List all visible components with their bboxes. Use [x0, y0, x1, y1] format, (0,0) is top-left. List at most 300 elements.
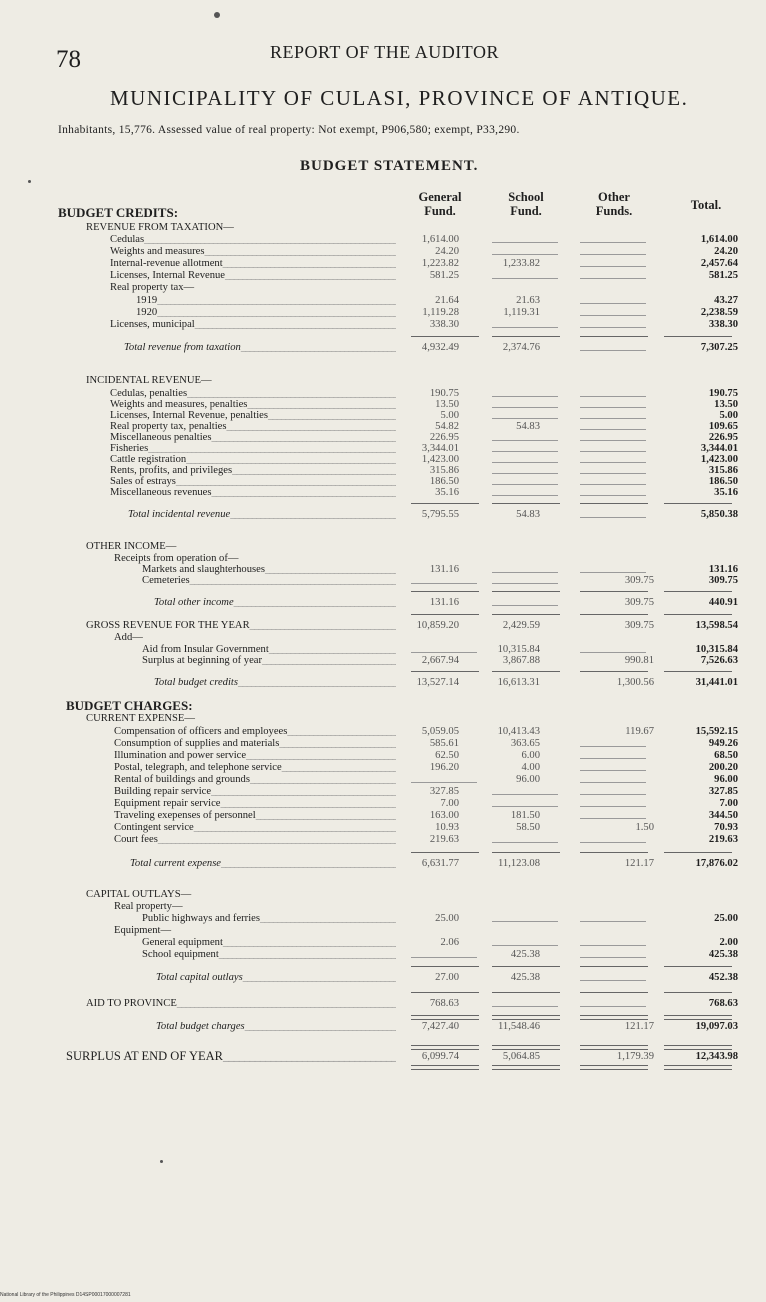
sum-rule — [411, 614, 479, 615]
sum-rule — [492, 1015, 560, 1020]
row-label-aid-from-insular-government: Aid from Insular Government _____ — [142, 644, 396, 655]
sum-rule — [664, 671, 732, 672]
general-fund-cell: 10,859.20 — [416, 620, 459, 631]
table-row — [0, 564, 766, 575]
general-fund-cell: 5.00 — [440, 410, 459, 421]
school-fund-cell: 4.00 — [521, 762, 540, 773]
table-row — [0, 738, 766, 749]
total-cell: 7,307.25 — [700, 342, 738, 353]
general-fund-cell: 5,795.55 — [421, 509, 459, 520]
blank-cell-line — [580, 572, 646, 573]
blank-cell-line — [580, 278, 646, 279]
row-label-building-repair-service: Building repair service _____ — [114, 786, 396, 797]
row-label-general-equipment: General equipment _____ — [142, 937, 396, 948]
row-label-licenses-municipal: Licenses, municipal _____ — [110, 319, 396, 330]
general-fund-cell: 190.75 — [429, 388, 459, 399]
row-label-public-highways-and-ferries: Public highways and ferries _____ — [142, 913, 396, 924]
ink-speck — [28, 180, 31, 183]
general-fund-cell: 4,932.49 — [421, 342, 459, 353]
general-fund-cell: 25.00 — [435, 913, 459, 924]
table-row — [0, 454, 766, 465]
column-header-general: General Fund. — [418, 190, 462, 218]
total-cell: 226.95 — [708, 432, 738, 443]
total-cell: 219.63 — [708, 834, 738, 845]
sum-rule — [580, 1065, 648, 1070]
row-label-licenses-internal-revenue: Licenses, Internal Revenue _____ — [110, 270, 396, 281]
row-label-total-current-expense: Total current expense _____ — [130, 858, 396, 869]
blank-cell-line — [492, 842, 558, 843]
table-row — [0, 913, 766, 924]
total-row — [0, 342, 766, 353]
school-fund-cell: 11,123.08 — [498, 858, 540, 869]
school-fund-cell: 21.63 — [516, 295, 540, 306]
total-cell: 200.20 — [708, 762, 738, 773]
row-label-weights-and-measures-penalties: Weights and measures, penalties _____ — [110, 399, 396, 410]
blank-cell-line — [580, 818, 646, 819]
row-label-other-income: OTHER INCOME— — [86, 541, 177, 552]
other-funds-cell: 1.50 — [635, 822, 654, 833]
sum-rule — [492, 614, 560, 615]
row-label-add: Add— — [114, 632, 143, 643]
page-number: 78 — [56, 46, 81, 73]
row-label-total-revenue-from-taxation: Total revenue from taxation _____ — [124, 342, 396, 353]
table-row — [0, 432, 766, 443]
table-row — [0, 889, 766, 900]
total-cell: 70.93 — [714, 822, 738, 833]
general-fund-cell: 1,223.82 — [421, 258, 459, 269]
row-label-receipts-from-operation-of: Receipts from operation of— — [114, 553, 239, 564]
table-row — [0, 553, 766, 564]
blank-cell-line — [580, 254, 646, 255]
sum-rule — [664, 1065, 732, 1070]
row-label-surplus-at-beginning-of-year: Surplus at beginning of year _____ — [142, 655, 396, 666]
sum-rule — [492, 503, 560, 504]
general-fund-cell: 327.85 — [429, 786, 459, 797]
table-row — [0, 295, 766, 306]
sum-rule — [411, 503, 479, 504]
table-row — [0, 222, 766, 233]
row-label-contingent-service: Contingent service _____ — [114, 822, 396, 833]
sum-rule — [411, 1015, 479, 1020]
blank-cell-line — [580, 242, 646, 243]
table-row — [0, 644, 766, 655]
sum-rule — [664, 966, 732, 967]
row-label-capital-outlays: CAPITAL OUTLAYS— — [86, 889, 192, 900]
table-row — [0, 282, 766, 293]
other-funds-cell: 1,300.56 — [616, 677, 654, 688]
blank-cell-line — [580, 407, 646, 408]
school-fund-cell: 181.50 — [510, 810, 540, 821]
general-fund-cell: 219.63 — [429, 834, 459, 845]
row-label-licenses-internal-revenue-penalties: Licenses, Internal Revenue, penalties _____ — [110, 410, 396, 421]
blank-cell-line — [492, 278, 558, 279]
table-row — [0, 726, 766, 737]
row-label-postal-telegraph-and-telephone-service: Postal, telegraph, and telephone service _____ — [114, 762, 396, 773]
blank-cell-line — [580, 806, 646, 807]
total-cell: 338.30 — [708, 319, 738, 330]
general-fund-cell: 315.86 — [429, 465, 459, 476]
total-cell: 452.38 — [708, 972, 738, 983]
sum-rule — [411, 852, 479, 853]
row-label-markets-and-slaughterhouses: Markets and slaughterhouses _____ — [142, 564, 396, 575]
row-label-consumption-of-supplies-and-materials: Consumption of supplies and materials _____ — [114, 738, 396, 749]
general-fund-cell: 186.50 — [429, 476, 459, 487]
blank-cell-line — [580, 473, 646, 474]
blank-cell-line — [492, 921, 558, 922]
row-label-total-budget-charges: Total budget charges _____ — [156, 1021, 396, 1032]
table-row — [0, 655, 766, 666]
blank-cell-line — [411, 583, 477, 584]
total-cell: 109.65 — [708, 421, 738, 432]
table-row — [0, 774, 766, 785]
ink-speck — [160, 1160, 163, 1163]
sum-rule — [411, 1045, 479, 1050]
table-row — [0, 762, 766, 773]
row-label-budget-credits: BUDGET CREDITS: — [58, 207, 179, 218]
blank-cell-line — [580, 396, 646, 397]
column-header-other: Other Funds. — [595, 190, 633, 218]
blank-cell-line — [492, 806, 558, 807]
blank-cell-line — [492, 605, 558, 606]
total-cell: 7.00 — [719, 798, 738, 809]
table-row — [0, 319, 766, 330]
blank-cell-line — [580, 484, 646, 485]
general-fund-cell: 6,631.77 — [421, 858, 459, 869]
row-label-real-property: Real property— — [114, 901, 183, 912]
school-fund-cell: 1,119.31 — [503, 307, 540, 318]
sum-rule — [411, 591, 479, 592]
table-row — [0, 465, 766, 476]
ink-speck — [214, 12, 220, 18]
general-fund-cell: 226.95 — [429, 432, 459, 443]
total-cell: 12,343.98 — [695, 1051, 738, 1062]
blank-cell-line — [580, 770, 646, 771]
blank-cell-line — [492, 418, 558, 419]
general-fund-cell: 54.82 — [435, 421, 459, 432]
blank-cell-line — [492, 583, 558, 584]
sum-rule — [411, 336, 479, 337]
table-row — [0, 388, 766, 399]
blank-cell-line — [580, 462, 646, 463]
other-funds-cell: 990.81 — [624, 655, 654, 666]
row-label-miscellaneous-penalties: Miscellaneous penalties _____ — [110, 432, 396, 443]
blank-cell-line — [492, 1006, 558, 1007]
total-cell: 315.86 — [708, 465, 738, 476]
blank-cell-line — [580, 782, 646, 783]
total-cell: 327.85 — [708, 786, 738, 797]
school-fund-cell: 3,867.88 — [502, 655, 540, 666]
blank-cell-line — [580, 429, 646, 430]
table-row — [0, 822, 766, 833]
row-label-illumination-and-power-service: Illumination and power service _____ — [114, 750, 396, 761]
row-label-surplus-at-end-of-year: SURPLUS AT END OF YEAR _____ — [66, 1051, 396, 1062]
row-label-1919: 1919 _____ — [136, 295, 396, 306]
general-fund-cell: 2,667.94 — [421, 655, 459, 666]
sum-rule — [492, 966, 560, 967]
table-row — [0, 421, 766, 432]
row-label-fisheries: Fisheries _____ — [110, 443, 396, 454]
sum-rule — [492, 852, 560, 853]
row-label-revenue-from-taxation: REVENUE FROM TAXATION— — [86, 222, 234, 233]
school-fund-cell: 54.83 — [516, 421, 540, 432]
row-label-real-property-tax-penalties: Real property tax, penalties _____ — [110, 421, 396, 432]
blank-cell-line — [580, 418, 646, 419]
row-label-total-other-income: Total other income _____ — [154, 597, 396, 608]
other-funds-cell: 119.67 — [625, 726, 654, 737]
blank-cell-line — [492, 945, 558, 946]
school-fund-cell: 10,413.43 — [497, 726, 540, 737]
blank-cell-line — [492, 473, 558, 474]
total-row — [0, 677, 766, 688]
general-fund-cell: 21.64 — [435, 295, 459, 306]
total-row — [0, 1051, 766, 1062]
total-cell: 17,876.02 — [695, 858, 738, 869]
blank-cell-line — [492, 572, 558, 573]
school-fund-cell: 2,429.59 — [502, 620, 540, 631]
total-cell: 13.50 — [714, 399, 738, 410]
other-funds-cell: 121.17 — [624, 1021, 654, 1032]
row-label-total-budget-credits: Total budget credits _____ — [154, 677, 396, 688]
table-row — [0, 901, 766, 912]
general-fund-cell: 3,344.01 — [421, 443, 459, 454]
blank-cell-line — [580, 980, 646, 981]
row-label-traveling-exepenses-of-personnel: Traveling exepenses of personnel _____ — [114, 810, 396, 821]
total-cell: 13,598.54 — [695, 620, 738, 631]
blank-cell-line — [580, 440, 646, 441]
total-cell: 35.16 — [714, 487, 738, 498]
total-cell: 2.00 — [719, 937, 738, 948]
sum-rule — [492, 671, 560, 672]
sum-rule — [580, 992, 648, 993]
blank-cell-line — [580, 327, 646, 328]
general-fund-cell: 338.30 — [429, 319, 459, 330]
document-title: MUNICIPALITY OF CULASI, PROVINCE OF ANTIQUE. — [110, 86, 689, 110]
blank-cell-line — [580, 758, 646, 759]
general-fund-cell: 2.06 — [440, 937, 459, 948]
general-fund-cell: 62.50 — [435, 750, 459, 761]
blank-cell-line — [580, 921, 646, 922]
general-fund-cell: 7.00 — [440, 798, 459, 809]
general-fund-cell: 581.25 — [429, 270, 459, 281]
row-label-rental-of-buildings-and-grounds: Rental of buildings and grounds _____ — [114, 774, 396, 785]
row-label-cedulas-penalties: Cedulas, penalties _____ — [110, 388, 396, 399]
total-cell: 131.16 — [708, 564, 738, 575]
other-funds-cell: 1,179.39 — [616, 1051, 654, 1062]
school-fund-cell: 2,374.76 — [502, 342, 540, 353]
total-cell: 1,614.00 — [700, 234, 738, 245]
table-row — [0, 410, 766, 421]
sum-rule — [580, 671, 648, 672]
table-row — [0, 834, 766, 845]
sum-rule — [664, 591, 732, 592]
table-row — [0, 487, 766, 498]
blank-cell-line — [492, 440, 558, 441]
total-cell: 344.50 — [708, 810, 738, 821]
total-cell: 24.20 — [714, 246, 738, 257]
table-row — [0, 750, 766, 761]
table-row — [0, 786, 766, 797]
total-cell: 19,097.03 — [695, 1021, 738, 1032]
blank-cell-line — [580, 746, 646, 747]
school-fund-cell: 96.00 — [516, 774, 540, 785]
total-cell: 68.50 — [714, 750, 738, 761]
total-row — [0, 509, 766, 520]
table-row — [0, 207, 766, 218]
total-cell: 768.63 — [708, 998, 738, 1009]
sum-rule — [492, 591, 560, 592]
school-fund-cell: 16,613.31 — [497, 677, 540, 688]
sum-rule — [580, 1015, 648, 1020]
row-label-total-capital-outlays: Total capital outlays _____ — [156, 972, 396, 983]
blank-cell-line — [492, 451, 558, 452]
school-fund-cell: 11,548.46 — [498, 1021, 540, 1032]
sum-rule — [664, 992, 732, 993]
table-row — [0, 234, 766, 245]
row-label-miscellaneous-revenues: Miscellaneous revenues _____ — [110, 487, 396, 498]
sum-rule — [492, 1045, 560, 1050]
general-fund-cell: 24.20 — [435, 246, 459, 257]
blank-cell-line — [580, 517, 646, 518]
row-label-internal-revenue-allotment: Internal-revenue allotment _____ — [110, 258, 396, 269]
total-cell: 5,850.38 — [700, 509, 738, 520]
blank-cell-line — [580, 945, 646, 946]
row-label-court-fees: Court fees _____ — [114, 834, 396, 845]
total-cell: 15,592.15 — [695, 726, 738, 737]
total-cell: 949.26 — [708, 738, 738, 749]
blank-cell-line — [580, 652, 646, 653]
general-fund-cell: 585.61 — [429, 738, 459, 749]
sum-rule — [664, 852, 732, 853]
sum-rule — [664, 614, 732, 615]
blank-cell-line — [580, 266, 646, 267]
sum-rule — [492, 992, 560, 993]
school-fund-cell: 363.65 — [510, 738, 540, 749]
sum-rule — [664, 503, 732, 504]
blank-cell-line — [580, 957, 646, 958]
total-cell: 7,526.63 — [700, 655, 738, 666]
table-row — [0, 575, 766, 586]
total-row — [0, 620, 766, 631]
table-row — [0, 798, 766, 809]
sum-rule — [580, 1045, 648, 1050]
total-row — [0, 858, 766, 869]
school-fund-cell: 6.00 — [521, 750, 540, 761]
sum-rule — [580, 336, 648, 337]
row-label-aid-to-province: AID TO PROVINCE _____ — [86, 998, 396, 1009]
row-label-rents-profits-and-privileges: Rents, profits, and privileges _____ — [110, 465, 396, 476]
running-head: REPORT OF THE AUDITOR — [270, 42, 499, 62]
general-fund-cell: 1,119.28 — [422, 307, 459, 318]
school-fund-cell: 1,233.82 — [502, 258, 540, 269]
sum-rule — [411, 992, 479, 993]
table-row — [0, 541, 766, 552]
table-row — [0, 246, 766, 257]
table-row — [0, 476, 766, 487]
total-cell: 31,441.01 — [695, 677, 738, 688]
total-cell: 2,457.64 — [700, 258, 738, 269]
blank-cell-line — [580, 350, 646, 351]
table-row — [0, 307, 766, 318]
row-label-real-property-tax: Real property tax— — [110, 282, 195, 293]
row-label-cattle-registration: Cattle registration _____ — [110, 454, 396, 465]
row-label-total-incidental-revenue: Total incidental revenue _____ — [128, 509, 396, 520]
table-row — [0, 810, 766, 821]
sum-rule — [580, 591, 648, 592]
footer-note: National Library of the Philippines D14SP00017000007281 — [0, 1292, 131, 1298]
table-row — [0, 258, 766, 269]
row-label-weights-and-measures: Weights and measures _____ — [110, 246, 396, 257]
blank-cell-line — [492, 396, 558, 397]
total-cell: 440.91 — [708, 597, 738, 608]
total-row — [0, 597, 766, 608]
table-row — [0, 713, 766, 724]
total-cell: 190.75 — [708, 388, 738, 399]
total-cell: 5.00 — [719, 410, 738, 421]
row-label-school-equipment: School equipment _____ — [142, 949, 396, 960]
sum-rule — [664, 1015, 732, 1020]
general-fund-cell: 163.00 — [429, 810, 459, 821]
blank-cell-line — [411, 652, 477, 653]
statement-title: BUDGET STATEMENT. — [300, 158, 479, 174]
table-row — [0, 949, 766, 960]
sum-rule — [411, 671, 479, 672]
row-label-sales-of-estrays: Sales of estrays _____ — [110, 476, 396, 487]
total-row — [0, 1021, 766, 1032]
blank-cell-line — [492, 407, 558, 408]
school-fund-cell: 10,315.84 — [497, 644, 540, 655]
blank-cell-line — [492, 484, 558, 485]
blank-cell-line — [492, 242, 558, 243]
general-fund-cell: 10.93 — [435, 822, 459, 833]
table-row — [0, 700, 766, 711]
general-fund-cell: 768.63 — [429, 998, 459, 1009]
total-cell: 186.50 — [708, 476, 738, 487]
total-row — [0, 972, 766, 983]
blank-cell-line — [492, 254, 558, 255]
total-cell: 309.75 — [708, 575, 738, 586]
sum-rule — [492, 336, 560, 337]
inhabitants-line: Inhabitants, 15,776. Assessed value of real property: Not exempt, P906,580; exempt, P33,290. — [58, 124, 520, 136]
general-fund-cell: 27.00 — [435, 972, 459, 983]
column-header-total: Total. — [690, 198, 722, 212]
blank-cell-line — [580, 842, 646, 843]
sum-rule — [411, 1065, 479, 1070]
total-cell: 425.38 — [708, 949, 738, 960]
row-label-current-expense: CURRENT EXPENSE— — [86, 713, 195, 724]
blank-cell-line — [411, 782, 477, 783]
column-header-school: School Fund. — [508, 190, 544, 218]
total-cell: 10,315.84 — [695, 644, 738, 655]
blank-cell-line — [580, 495, 646, 496]
blank-cell-line — [492, 794, 558, 795]
total-cell: 3,344.01 — [700, 443, 738, 454]
general-fund-cell: 35.16 — [435, 487, 459, 498]
blank-cell-line — [580, 451, 646, 452]
school-fund-cell: 54.83 — [516, 509, 540, 520]
general-fund-cell: 5,059.05 — [421, 726, 459, 737]
table-row — [0, 925, 766, 936]
row-label-1920: 1920 _____ — [136, 307, 396, 318]
blank-cell-line — [411, 957, 477, 958]
total-cell: 43.27 — [714, 295, 738, 306]
other-funds-cell: 309.75 — [624, 575, 654, 586]
other-funds-cell: 121.17 — [624, 858, 654, 869]
total-row — [0, 998, 766, 1009]
sum-rule — [411, 966, 479, 967]
row-label-budget-charges: BUDGET CHARGES: — [66, 700, 193, 711]
row-label-incidental-revenue: INCIDENTAL REVENUE— — [86, 375, 212, 386]
blank-cell-line — [492, 462, 558, 463]
